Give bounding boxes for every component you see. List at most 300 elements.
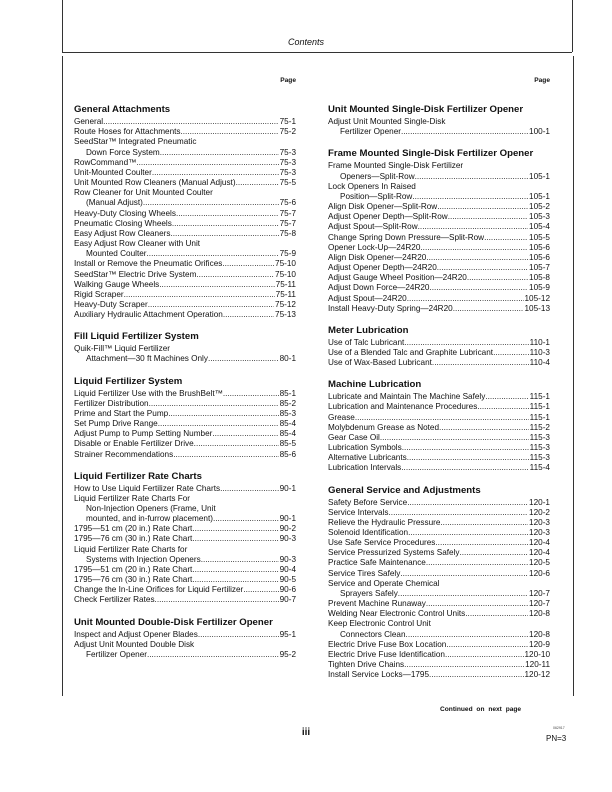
toc-entry[interactable] xyxy=(328,243,550,253)
toc-entry-label: Adjust Gauge Wheel Position—24R20 xyxy=(328,273,467,283)
toc-entry[interactable] xyxy=(328,433,550,443)
toc-entry-page: 95-2 xyxy=(279,649,296,659)
toc-entry-page: 75-1 xyxy=(279,117,296,127)
dot-leader xyxy=(192,524,278,534)
toc-entry-label: Lubricate and Maintain The Machine Safely xyxy=(328,392,486,402)
toc-entry-page: 85-1 xyxy=(279,388,296,398)
toc-entry[interactable] xyxy=(328,283,550,293)
toc-entry-label: Keep Electronic Control Unit xyxy=(328,619,431,629)
toc-entry[interactable] xyxy=(328,161,550,171)
toc-entry[interactable] xyxy=(74,389,296,399)
dot-leader xyxy=(155,595,279,605)
section-title: Unit Mounted Single-Disk Fertilizer Opener xyxy=(328,104,524,116)
dot-leader xyxy=(426,253,528,263)
toc-section xyxy=(74,471,296,606)
toc-entry[interactable] xyxy=(328,294,550,304)
dot-leader xyxy=(194,439,279,449)
toc-left-column xyxy=(74,76,296,671)
toc-entry[interactable] xyxy=(74,555,296,565)
toc-entry[interactable] xyxy=(328,508,550,518)
toc-entry-page: 90-3 xyxy=(279,534,296,544)
toc-entry[interactable] xyxy=(74,137,296,147)
dot-leader xyxy=(192,534,278,544)
toc-entry-label: Heavy-Duty Closing Wheels xyxy=(74,208,176,218)
toc-entry-page: 85-2 xyxy=(279,398,296,408)
toc-entry-label: Install Service Locks—1795 xyxy=(328,670,430,680)
dot-leader xyxy=(460,548,529,558)
dot-leader xyxy=(380,433,529,443)
toc-entry-label: Welding Near Electronic Control Units xyxy=(328,609,466,619)
section-title: Liquid Fertilizer System xyxy=(74,375,183,387)
toc-entry[interactable] xyxy=(74,439,296,449)
toc-entry-label: Inspect and Adjust Opener Blades xyxy=(74,629,198,639)
toc-entry-label: SeedStar™ Integrated Pneumatic xyxy=(74,137,197,147)
page-title: Contents xyxy=(287,37,325,47)
toc-entry[interactable] xyxy=(74,534,296,544)
dot-leader xyxy=(223,310,274,320)
toc-entry-label: Systems with Injection Openers xyxy=(86,554,201,564)
toc-entry-label: Auxiliary Hydraulic Attachment Operation xyxy=(74,310,223,320)
dot-leader xyxy=(418,222,528,232)
toc-entry-page: 115-3 xyxy=(529,443,550,453)
toc-entry[interactable] xyxy=(328,172,550,182)
toc-entry-page: 120-4 xyxy=(529,538,550,548)
toc-entry-label: Use of a Blended Talc and Graphite Lubricant xyxy=(328,347,494,357)
dot-leader xyxy=(213,514,279,524)
toc-entry-label: 1795—51 cm (20 in.) Rate Chart xyxy=(74,564,193,574)
dot-leader xyxy=(404,338,528,348)
page-column-header: Page xyxy=(534,77,550,84)
toc-entry[interactable] xyxy=(74,575,296,585)
toc-entry[interactable] xyxy=(328,338,550,348)
toc-entry[interactable] xyxy=(328,453,550,463)
dot-leader xyxy=(176,209,279,219)
toc-entry[interactable] xyxy=(328,619,550,629)
toc-entry[interactable] xyxy=(74,585,296,595)
dot-leader xyxy=(198,630,279,640)
toc-entry-page: 85-4 xyxy=(279,419,296,429)
toc-entry[interactable] xyxy=(328,202,550,212)
dot-leader xyxy=(136,158,278,168)
toc-entry[interactable] xyxy=(74,188,296,198)
toc-entry[interactable] xyxy=(74,344,296,354)
toc-entry-page: 115-1 xyxy=(529,392,550,402)
toc-entry[interactable] xyxy=(74,450,296,460)
toc-entry-label: Position—Split-Row xyxy=(340,191,413,201)
toc-entry[interactable] xyxy=(328,609,550,619)
toc-entry-label: Quik-Fill™ Liquid Fertilizer xyxy=(74,344,170,354)
toc-entry-label: Service and Operate Chemical xyxy=(328,578,440,588)
toc-entry[interactable] xyxy=(328,127,550,137)
toc-entry-page: 75-12 xyxy=(275,299,296,309)
dot-leader xyxy=(220,484,279,494)
toc-entry-page: 115-3 xyxy=(529,432,550,442)
toc-entry-page: 120-7 xyxy=(529,588,550,598)
toc-entry[interactable] xyxy=(328,538,550,548)
dot-leader xyxy=(152,168,279,178)
dot-leader xyxy=(407,294,524,304)
dot-leader xyxy=(158,419,279,429)
toc-entry-label: Lock Openers In Raised xyxy=(328,181,416,191)
toc-entry[interactable] xyxy=(328,413,550,423)
toc-entry-page: 105-4 xyxy=(529,222,550,232)
dot-leader xyxy=(485,392,528,402)
dot-leader xyxy=(467,273,528,283)
dot-leader xyxy=(103,117,278,127)
toc-entry-label: Lubrication Symbols xyxy=(328,443,402,453)
toc-entry-label: Use of Talc Lubricant xyxy=(328,337,405,347)
toc-entry[interactable] xyxy=(328,599,550,609)
toc-entry-label: Disable or Enable Fertilizer Drive xyxy=(74,439,194,449)
toc-entry-label: Change Spring Down Pressure—Split-Row xyxy=(328,232,485,242)
dot-leader xyxy=(149,399,279,409)
toc-left-sections xyxy=(74,104,296,660)
toc-entry[interactable] xyxy=(328,358,550,368)
toc-entry-label: SeedStar™ Electric Drive System xyxy=(74,269,197,279)
toc-entry-label: Fertilizer Distribution xyxy=(74,398,149,408)
toc-entry-page: 90-3 xyxy=(279,554,296,564)
toc-entry[interactable] xyxy=(328,569,550,579)
toc-entry-page: 75-3 xyxy=(279,167,296,177)
toc-entry[interactable] xyxy=(328,463,550,473)
toc-entry-label: Sprayers Safely xyxy=(340,588,398,598)
toc-entry-page: 115-1 xyxy=(529,402,550,412)
toc-entry-label: Lubrication Intervals xyxy=(328,463,402,473)
toc-entry-page: 75-13 xyxy=(275,310,296,320)
toc-entry-label: Service Tires Safely xyxy=(328,568,401,578)
toc-entry-page: 90-5 xyxy=(279,575,296,585)
dot-leader xyxy=(426,599,528,609)
toc-entry-label: How to Use Liquid Fertilizer Rate Charts xyxy=(74,483,221,493)
toc-entry[interactable] xyxy=(74,310,296,320)
toc-entry[interactable] xyxy=(74,259,296,269)
toc-entry-label: RowCommand™ xyxy=(74,157,137,167)
toc-entry[interactable] xyxy=(74,640,296,650)
dot-leader xyxy=(435,538,528,548)
toc-section xyxy=(328,104,550,137)
toc-entry[interactable] xyxy=(74,127,296,137)
toc-entry[interactable] xyxy=(328,670,550,680)
toc-entry-label: Use Safe Service Procedures xyxy=(328,538,436,548)
toc-entry[interactable] xyxy=(74,209,296,219)
toc-entry[interactable] xyxy=(328,558,550,568)
toc-entry-page: 105-12 xyxy=(524,293,550,303)
toc-entry-label: Easy Adjust Row Cleaner with Unit xyxy=(74,239,201,249)
toc-entry-label: Electric Drive Fuse Box Location xyxy=(328,639,447,649)
toc-entry[interactable] xyxy=(328,518,550,528)
footer-pn: PN=3 xyxy=(546,734,567,743)
toc-entry-page: 120-3 xyxy=(529,528,550,537)
toc-entry[interactable] xyxy=(328,589,550,599)
toc-entry[interactable] xyxy=(328,402,550,412)
dot-leader xyxy=(402,443,529,453)
toc-entry[interactable] xyxy=(328,212,550,222)
dot-leader xyxy=(453,304,524,314)
dot-leader xyxy=(477,402,528,412)
toc-entry-page: 90-2 xyxy=(279,524,296,534)
toc-entry-page: 120-2 xyxy=(529,507,550,517)
toc-entry[interactable] xyxy=(74,290,296,300)
dot-leader xyxy=(484,233,528,243)
toc-entry-page: 115-4 xyxy=(529,463,550,473)
toc-entry-page: 75-10 xyxy=(275,259,296,269)
toc-entry-label: Install or Remove the Pneumatic Orifices xyxy=(74,259,223,269)
toc-entry[interactable] xyxy=(74,409,296,419)
toc-entry-page: 105-5 xyxy=(529,232,550,242)
toc-section xyxy=(74,617,296,660)
toc-section xyxy=(74,376,296,460)
dot-leader xyxy=(406,630,529,640)
toc-entry[interactable] xyxy=(328,182,550,192)
dot-leader xyxy=(172,219,279,229)
toc-entry[interactable] xyxy=(74,239,296,249)
dot-leader xyxy=(201,555,279,565)
toc-entry-page: 75-10 xyxy=(275,269,296,279)
toc-entry[interactable] xyxy=(74,545,296,555)
toc-entry-page: 90-6 xyxy=(279,585,296,595)
toc-entry-label: Practice Safe Maintenance xyxy=(328,558,426,568)
header-divider xyxy=(62,52,572,53)
toc-entry[interactable] xyxy=(328,233,550,243)
toc-entry[interactable] xyxy=(74,229,296,239)
toc-entry[interactable] xyxy=(74,280,296,290)
toc-entry-label: Prime and Start the Pump xyxy=(74,408,169,418)
toc-entry-page: 75-8 xyxy=(279,228,296,238)
toc-entry-page: 75-3 xyxy=(279,157,296,167)
toc-entry[interactable] xyxy=(328,423,550,433)
toc-entry-page: 75-11 xyxy=(275,289,296,299)
toc-entry[interactable] xyxy=(328,192,550,202)
toc-entry[interactable] xyxy=(74,354,296,364)
toc-entry[interactable] xyxy=(74,504,296,514)
section-title: Fill Liquid Fertilizer System xyxy=(74,331,199,343)
toc-entry[interactable] xyxy=(74,565,296,575)
section-title: Machine Lubrication xyxy=(328,379,422,391)
toc-entry-label: Service Intervals xyxy=(328,507,389,517)
toc-entry[interactable] xyxy=(328,528,550,538)
toc-entry[interactable] xyxy=(328,579,550,589)
toc-entry[interactable] xyxy=(328,443,550,453)
toc-entry-label: Strainer Recommendations xyxy=(74,449,174,459)
dot-leader xyxy=(400,569,528,579)
dot-leader xyxy=(222,259,274,269)
dot-leader xyxy=(437,202,528,212)
dot-leader xyxy=(196,270,274,280)
toc-entry[interactable] xyxy=(328,263,550,273)
toc-entry-label: Change the In-Line Orifices for Liquid Fertilizer xyxy=(74,585,244,595)
toc-entry[interactable] xyxy=(74,630,296,640)
toc-entry-label: Safety Before Service xyxy=(328,497,408,507)
toc-entry[interactable] xyxy=(328,650,550,660)
toc-entry[interactable] xyxy=(74,494,296,504)
toc-entry[interactable] xyxy=(328,304,550,314)
toc-entry-label: Set Pump Drive Range xyxy=(74,419,158,429)
dot-leader xyxy=(401,127,528,137)
toc-entry[interactable] xyxy=(74,198,296,208)
footer-code: 062917 xyxy=(553,726,565,730)
dot-leader xyxy=(493,348,529,358)
toc-section xyxy=(328,148,550,313)
toc-section xyxy=(74,331,296,364)
toc-entry-page: 105-13 xyxy=(524,303,550,313)
dot-leader xyxy=(147,650,279,660)
toc-entry-label: Fertilizer Opener xyxy=(86,649,147,659)
dot-leader xyxy=(159,280,274,290)
toc-entry-label: Align Disk Opener—Split-Row xyxy=(328,202,438,212)
toc-entry[interactable] xyxy=(328,630,550,640)
toc-entry-page: 85-4 xyxy=(279,429,296,439)
toc-section xyxy=(328,485,550,681)
toc-entry[interactable] xyxy=(74,484,296,494)
toc-entry-label: Install Heavy-Duty Spring—24R20 xyxy=(328,303,453,313)
toc-entry[interactable] xyxy=(328,348,550,358)
toc-entry[interactable] xyxy=(328,660,550,670)
page-number: iii xyxy=(301,727,311,738)
toc-entry-label: Use of Wax-Based Lubricant xyxy=(328,358,432,368)
dot-leader xyxy=(408,528,528,538)
toc-entry-page: 75-9 xyxy=(279,249,296,259)
toc-entry-label: Frame Mounted Single-Disk Fertilizer xyxy=(328,161,464,171)
toc-entry-label: Attachment—30 ft Machines Only xyxy=(86,354,208,364)
toc-entry-page: 90-4 xyxy=(279,564,296,574)
dot-leader xyxy=(124,290,275,300)
toc-entry[interactable] xyxy=(328,392,550,402)
toc-entry[interactable] xyxy=(74,595,296,605)
toc-entry[interactable] xyxy=(328,253,550,263)
toc-entry-label: Adjust Pump to Pump Setting Number xyxy=(74,429,213,439)
toc-entry[interactable] xyxy=(74,117,296,127)
toc-entry[interactable] xyxy=(328,117,550,127)
toc-entry-label: Adjust Opener Depth—24R20 xyxy=(328,263,437,273)
dot-leader xyxy=(432,358,529,368)
toc-entry[interactable] xyxy=(74,148,296,158)
toc-entry[interactable] xyxy=(74,429,296,439)
toc-entry[interactable] xyxy=(74,300,296,310)
toc-entry-label: Adjust Opener Depth—Split-Row xyxy=(328,212,448,222)
toc-entry-page: 120-4 xyxy=(529,548,550,558)
toc-entry-page: 105-3 xyxy=(529,212,550,222)
toc-entry[interactable] xyxy=(74,219,296,229)
toc-entry-page: 90-7 xyxy=(279,595,296,605)
toc-entry-label: Openers—Split-Row xyxy=(340,171,415,181)
toc-entry-page: 100-1 xyxy=(529,127,550,137)
toc-entry-label: (Manual Adjust) xyxy=(86,198,143,208)
toc-entry[interactable] xyxy=(328,640,550,650)
toc-entry-page: 85-5 xyxy=(279,439,296,449)
toc-entry-label: Down Force System xyxy=(86,147,160,157)
toc-entry[interactable] xyxy=(74,650,296,660)
dot-leader xyxy=(429,670,523,680)
toc-section xyxy=(74,104,296,320)
toc-entry-label: Service Pressurized Systems Safely xyxy=(328,548,460,558)
dot-leader xyxy=(236,178,279,188)
dot-leader xyxy=(437,263,528,273)
toc-entry-label: Row Cleaner for Unit Mounted Coulter xyxy=(74,188,213,198)
page-column-header: Page xyxy=(280,77,296,84)
dot-leader xyxy=(355,413,529,423)
toc-entry-label: Mounted Coulter xyxy=(86,249,147,259)
toc-entry-label: General xyxy=(74,117,104,127)
toc-entry[interactable] xyxy=(74,524,296,534)
toc-entry-page: 75-6 xyxy=(279,198,296,208)
toc-entry[interactable] xyxy=(74,399,296,409)
toc-entry-label: 1795—76 cm (30 in.) Rate Chart xyxy=(74,575,193,585)
dot-leader xyxy=(143,198,279,208)
toc-entry-label: Pneumatic Closing Wheels xyxy=(74,218,172,228)
toc-entry[interactable] xyxy=(74,158,296,168)
toc-entry-label: Electric Drive Fuse Identification xyxy=(328,649,445,659)
toc-entry-label: mounted, and in-furrow placement) xyxy=(86,514,213,524)
toc-entry-page: 105-2 xyxy=(529,202,550,212)
toc-entry-page: 95-1 xyxy=(279,629,296,639)
dot-leader xyxy=(181,127,279,137)
toc-entry-page: 80-1 xyxy=(279,354,296,364)
toc-entry-page: 115-3 xyxy=(529,453,550,463)
dot-leader xyxy=(465,609,528,619)
toc-entry-label: Adjust Unit Mounted Double Disk xyxy=(74,639,195,649)
toc-entry-label: Adjust Unit Mounted Single-Disk xyxy=(328,117,446,127)
toc-entry-label: 1795—76 cm (30 in.) Rate Chart xyxy=(74,534,193,544)
toc-entry[interactable] xyxy=(74,514,296,524)
toc-entry[interactable] xyxy=(74,168,296,178)
dot-leader xyxy=(448,212,528,222)
toc-entry-page: 115-2 xyxy=(529,422,550,432)
toc-right-column xyxy=(328,76,550,691)
toc-entry[interactable] xyxy=(74,178,296,188)
toc-entry-label: Connectors Clean xyxy=(340,629,406,639)
toc-entry-label: Solenoid Identification xyxy=(328,528,409,537)
dot-leader xyxy=(223,389,279,399)
toc-entry-page: 120-1 xyxy=(529,497,550,507)
toc-entry-page: 120-8 xyxy=(529,629,550,639)
toc-entry[interactable] xyxy=(74,270,296,280)
toc-entry[interactable] xyxy=(328,498,550,508)
dot-leader xyxy=(439,423,529,433)
toc-entry-page: 75-7 xyxy=(279,218,296,228)
toc-entry-page: 90-1 xyxy=(279,483,296,493)
dot-leader xyxy=(407,498,528,508)
toc-entry-page: 105-9 xyxy=(529,283,550,293)
toc-entry-page: 120-12 xyxy=(524,670,550,680)
toc-entry-label: Adjust Down Force—24R20 xyxy=(328,283,430,293)
toc-entry[interactable] xyxy=(74,249,296,259)
toc-entry-label: Relieve the Hydraulic Pressure xyxy=(328,517,441,527)
toc-section xyxy=(328,379,550,473)
dot-leader xyxy=(401,463,528,473)
dot-leader xyxy=(173,450,278,460)
toc-right-sections xyxy=(328,104,550,680)
toc-entry[interactable] xyxy=(328,548,550,558)
toc-entry-label: Align Disk Opener—24R20 xyxy=(328,252,427,262)
dot-leader xyxy=(404,660,524,670)
toc-entry-label: Route Hoses for Attachments xyxy=(74,127,181,137)
toc-entry-page: 120-5 xyxy=(529,558,550,568)
dot-leader xyxy=(160,148,279,158)
dot-leader xyxy=(429,283,528,293)
toc-entry-page: 90-1 xyxy=(279,514,296,524)
dot-leader xyxy=(168,409,278,419)
toc-entry[interactable] xyxy=(328,273,550,283)
toc-entry[interactable] xyxy=(328,222,550,232)
dot-leader xyxy=(243,585,278,595)
toc-entry[interactable] xyxy=(74,419,296,429)
dot-leader xyxy=(426,558,528,568)
toc-entry-label: Lubrication and Maintenance Procedures xyxy=(328,402,478,412)
toc-entry-page: 75-2 xyxy=(279,127,296,137)
dot-leader xyxy=(192,575,278,585)
section-title: General Attachments xyxy=(74,104,171,116)
toc-entry-page: 110-3 xyxy=(529,347,550,357)
